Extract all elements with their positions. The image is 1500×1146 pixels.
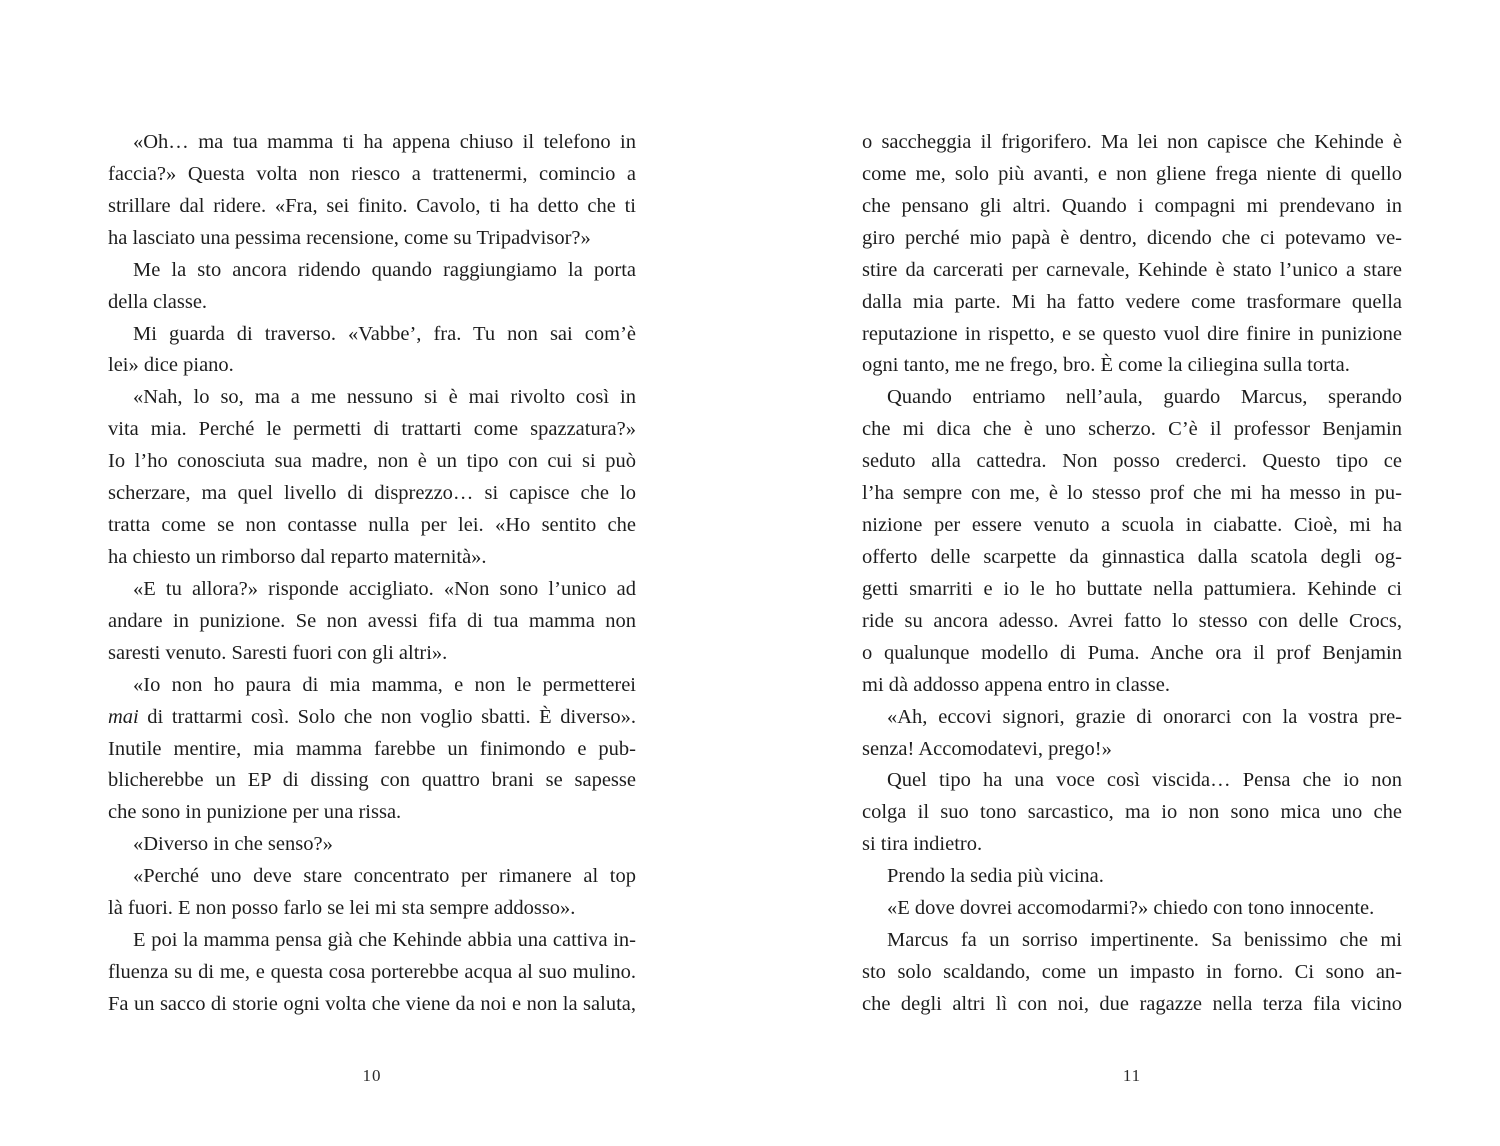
text-line: che degli altri lì con noi, due ragazze nella terza fila vicino (862, 992, 1402, 1015)
text-line: «Nah, lo so, ma a me nessuno si è mai rivolto così in (133, 386, 636, 409)
text-line: Me la sto ancora ridendo quando raggiungiamo la porta (133, 258, 636, 281)
text-line: faccia?» Questa volta non riesco a trattenermi, comincio a (108, 162, 636, 185)
text-line: reputazione in rispetto, e se questo vuol dire finire in punizione (862, 322, 1402, 345)
text-line: Mi guarda di traverso. «Vabbe’, fra. Tu non sai com’è (133, 322, 636, 345)
text-line: ha lasciato una pessima recensione, come su Tripadvisor?» (108, 226, 591, 249)
page-number-left: 10 (362, 1066, 382, 1085)
text-line: ride su ancora adesso. Avrei fatto lo stesso con delle Crocs, (862, 609, 1402, 632)
text-line: Fa un sacco di storie ogni volta che viene da noi e non la saluta, (108, 992, 637, 1015)
text-line: tratta come se non contasse nulla per lei. «Ho sentito che (108, 514, 636, 537)
text-line: seduto alla cattedra. Non posso crederci. Questo tipo ce (862, 450, 1402, 473)
text-line: stire da carcerati per carnevale, Kehinde è stato l’unico a stare (862, 258, 1402, 281)
text-line: E poi la mamma pensa già che Kehinde abbia una cattiva in- (133, 929, 636, 952)
text-line: «Perché uno deve stare concentrato per rimanere al top (133, 865, 636, 888)
text-line: nizione per essere venuto a scuola in ciabatte. Cioè, mi ha (862, 514, 1402, 537)
text-line: getti smarriti e io le ho buttate nella pattumiera. Kehinde ci (862, 577, 1402, 600)
text-line: che mi dica che è uno scherzo. C’è il professor Benjamin (862, 418, 1402, 441)
text-line: che pensano gli altri. Quando i compagni mi prendevano in (862, 194, 1402, 217)
text-line: o saccheggia il frigorifero. Ma lei non capisce che Kehinde è (862, 131, 1402, 153)
text-line: saresti venuto. Saresti fuori con gli altri». (108, 641, 448, 664)
text-line: Quel tipo ha una voce così viscida… Pensa che io non (887, 769, 1402, 792)
text-line: l’ha sempre con me, è lo stesso prof che mi ha messo in pu- (862, 482, 1402, 505)
text-line: ogni tanto, me ne frego, bro. È come la ciliegina sulla torta. (862, 354, 1350, 377)
text-line: scherzare, ma quel livello di disprezzo… si capisce che lo (108, 482, 636, 505)
text-line: ha chiesto un rimborso dal reparto maternità». (108, 545, 487, 568)
text-block (108, 127, 636, 1021)
text-line: giro perché mio papà è dentro, dicendo che ci potevamo ve- (862, 226, 1402, 249)
text-line: Inutile mentire, mia mamma farebbe un finimondo e pub- (108, 737, 636, 760)
text-line: dalla mia parte. Mi ha fatto vedere come trasformare quella (862, 290, 1403, 313)
text-line: là fuori. E non posso farlo se lei mi sta sempre addosso». (108, 897, 576, 920)
text-line: che sono in punizione per una rissa. (108, 801, 402, 824)
page-right (862, 127, 1402, 1146)
text-line: colga il suo tono sarcastico, ma io non sono mica uno che (862, 801, 1403, 824)
text-block (862, 127, 1402, 1021)
text-line: vita mia. Perché le permetti di trattarti come spazzatura?» (108, 418, 636, 441)
text-line: o qualunque modello di Puma. Anche ora il prof Benjamin (862, 641, 1402, 664)
text-line: «Io non ho paura di mia mamma, e non le permetterei (133, 673, 637, 696)
text-line: Marcus fa un sorriso impertinente. Sa benissimo che mi (887, 929, 1402, 952)
text-line: blicherebbe un EP di dissing con quattro brani se sapesse (108, 769, 636, 792)
text-line: Quando entriamo nell’aula, guardo Marcus, sperando (887, 386, 1402, 409)
text-line: «E tu allora?» risponde accigliato. «Non sono l’unico ad (133, 577, 636, 600)
text-line: mi dà addosso appena entro in classe. (862, 673, 1170, 696)
text-line: offerto delle scarpette da ginnastica dalla scatola degli og- (862, 545, 1402, 568)
text-line: Io l’ho conosciuta sua madre, non è un tipo con cui si può (108, 450, 636, 473)
text-line: «E dove dovrei accomodarmi?» chiedo con tono innocente. (887, 897, 1375, 920)
page-left (108, 127, 636, 1146)
text-line: senza! Accomodatevi, prego!» (862, 737, 1112, 760)
text-line: mai di trattarmi così. Solo che non voglio sbatti. È diverso». (108, 705, 636, 728)
text-line: si tira indietro. (862, 833, 983, 856)
text-line: fluenza su di me, e questa cosa porterebbe acqua al suo mulino. (108, 960, 636, 983)
text-line: «Diverso in che senso?» (133, 833, 333, 856)
text-line: andare in punizione. Se non avessi fifa di tua mamma non (108, 609, 636, 632)
page-number-right: 11 (1122, 1066, 1142, 1085)
text-line: «Oh… ma tua mamma ti ha appena chiuso il telefono in (133, 131, 636, 153)
text-line: sto solo scaldando, come un impasto in forno. Ci sono an- (862, 960, 1402, 983)
text-line: della classe. (108, 290, 208, 313)
text-line: «Ah, eccovi signori, grazie di onorarci con la vostra pre- (887, 705, 1402, 728)
text-line: Prendo la sedia più vicina. (887, 865, 1104, 888)
text-line: strillare dal ridere. «Fra, sei finito. Cavolo, ti ha detto che ti (108, 194, 636, 217)
text-line: come me, solo più avanti, e non gliene frega niente di quello (862, 162, 1402, 185)
text-line: lei» dice piano. (108, 354, 234, 377)
